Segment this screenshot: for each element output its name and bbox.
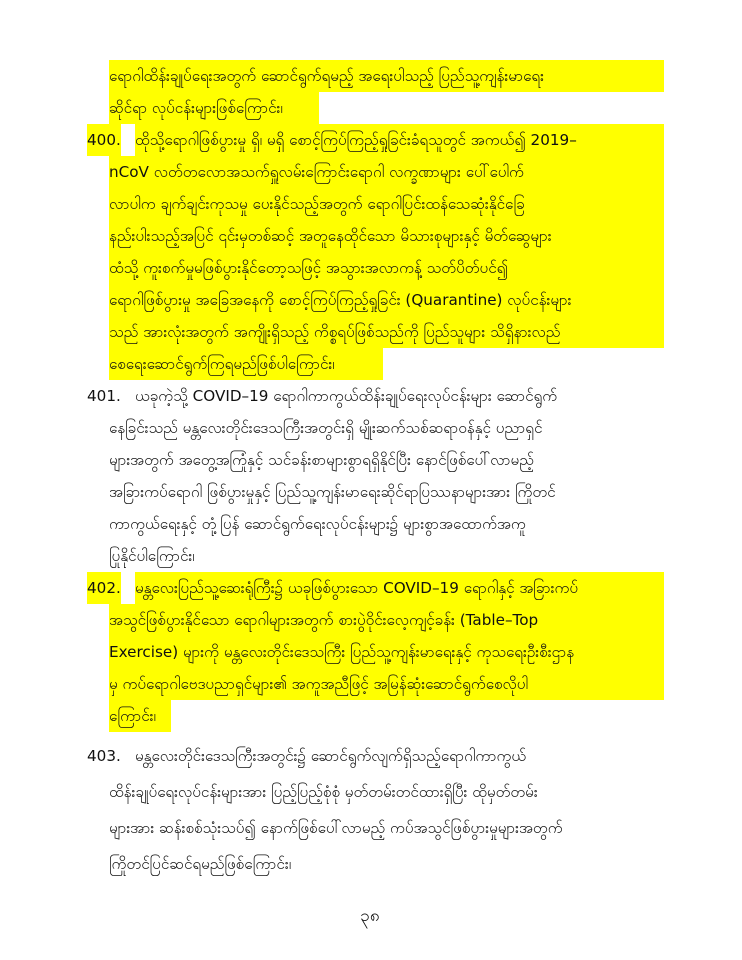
paragraph-line: ထံသို့ ကူးစက်မှုမဖြစ်ပွားနိုင်တော့သဖြင့် အသွားအလာကန့် သတ်ပိတ်ပင်၍ bbox=[109, 252, 664, 284]
paragraph-line: ရောဂါထိန်းချုပ်ရေးအတွက် ဆောင်ရွက်ရမည့် အရေးပါသည့် ပြည်သူ့ကျန်းမာရေး bbox=[109, 60, 664, 92]
paragraph-line: ယခုကဲ့သို့ COVID–19 ရောဂါကာကွယ်ထိန်းချုပ်ရေးလုပ်ငန်းများ ဆောင်ရွက် bbox=[135, 387, 558, 405]
paragraph-line: အသွင်ဖြစ်ပွားနိုင်သော ရောဂါများအတွက် စားပွဲဝိုင်းလေ့ကျင့်ခန်း (Table–Top bbox=[109, 604, 664, 636]
page-number: ၃၈ bbox=[360, 906, 380, 926]
paragraph-line: ထိန်းချုပ်ရေးလုပ်ငန်းများအား ပြည့်ပြည့်စုံစုံ မှတ်တမ်းတင်ထားရှိပြီး ထိုမှတ်တမ်း bbox=[109, 783, 538, 801]
paragraph-line: မန္တလေးပြည်သူ့ဆေးရုံကြီး၌ ယခုဖြစ်ပွားသော COVID–19 ရောဂါနှင့် အခြားကပ် bbox=[135, 572, 664, 604]
paragraph-line: ပြုနိုင်ပါကြောင်း၊ bbox=[109, 547, 195, 565]
paragraph-line: စေရေးဆောင်ရွက်ကြရမည်ဖြစ်ပါကြောင်း၊ bbox=[109, 348, 383, 380]
paragraph-line: မန္တလေးတိုင်းဒေသကြီးအတွင်း၌ ဆောင်ရွက်လျက်ရှိသည့်ရောဂါကာကွယ် bbox=[135, 747, 527, 765]
paragraph-line: Exercise) များကို မန္တလေးတိုင်းဒေသကြီး ပြည်သူ့ကျန်းမာရေးနှင့် ကုသရေးဦးစီးဌာန bbox=[109, 636, 664, 668]
paragraph-number: 403. bbox=[87, 747, 121, 765]
paragraph-line: နေခြင်းသည် မန္တလေးတိုင်းဒေသကြီးအတွင်းရှိ မျိုးဆက်သစ်ဆရာဝန်နှင့် ပညာရှင် bbox=[109, 419, 543, 437]
paragraph-line: ထိုသို့ရောဂါဖြစ်ပွားမှု ရှိ၊ မရှိ စောင့်ကြပ်ကြည့်ရှုခြင်းခံရသူတွင် အကယ်၍ 2019– bbox=[135, 124, 664, 156]
paragraph-line: ကြိုတင်ပြင်ဆင်ရမည်ဖြစ်ကြောင်း၊ bbox=[109, 855, 292, 873]
paragraph-line: ကာကွယ်ရေးနှင့် တုံ့ပြန် ဆောင်ရွက်ရေးလုပ်ငန်းများ၌ များစွာအထောက်အကူ bbox=[109, 515, 526, 533]
paragraph-line: များအတွက် အတွေ့အကြုံနှင့် သင်ခန်းစာများစွာရရှိနိုင်ပြီး နောင်ဖြစ်ပေါ်လာမည့် bbox=[109, 451, 534, 469]
paragraph-line: nCoV လတ်တလောအသက်ရှူလမ်းကြောင်းရောဂါ လက္ခဏာများ ပေါ်ပေါက် bbox=[109, 156, 664, 188]
paragraph-line: သည် အားလုံးအတွက် အကျိုးရှိသည့် ကိစ္စရပ်ဖြစ်သည်ကို ပြည်သူများ သိရှိနားလည် bbox=[109, 316, 664, 348]
paragraph-line: ရောဂါဖြစ်ပွားမှု အခြေအနေကို စောင့်ကြပ်ကြည့်ရှုခြင်း (Quarantine) လုပ်ငန်းများ bbox=[109, 284, 664, 316]
paragraph-number: 402. bbox=[87, 572, 121, 604]
paragraph-line: ကြောင်း၊ bbox=[109, 700, 171, 732]
paragraph-line: မှ ကပ်ရောဂါဗေဒပညာရှင်များ၏ အကူအညီဖြင့် အမြန်ဆုံးဆောင်ရွက်စေလိုပါ bbox=[109, 668, 664, 700]
paragraph-number: 401. bbox=[87, 387, 121, 405]
paragraph-line: အခြားကပ်ရောဂါ ဖြစ်ပွားမှုနှင့် ပြည်သူ့ကျန်းမာရေးဆိုင်ရာပြဿနာများအား ကြိုတင် bbox=[109, 483, 556, 501]
paragraph-line: ဆိုင်ရာ လုပ်ငန်းများဖြစ်ကြောင်း၊ bbox=[109, 92, 319, 124]
paragraph-line: များအား ဆန်းစစ်သုံးသပ်၍ နောက်ဖြစ်ပေါ်လာမည့် ကပ်အသွင်ဖြစ်ပွားမှုများအတွက် bbox=[109, 819, 563, 837]
paragraph-line: လာပါက ချက်ချင်းကုသမှု ပေးနိုင်သည့်အတွက် ရောဂါပြင်းထန်သေဆုံးနိုင်ခြေ bbox=[109, 188, 664, 220]
paragraph-number: 400. bbox=[87, 124, 121, 156]
paragraph-line: နည်းပါးသည့်အပြင် ၎င်းမှတစ်ဆင့် အတူနေထိုင်သော မိသားစုများနှင့် မိတ်ဆွေများ bbox=[109, 220, 664, 252]
